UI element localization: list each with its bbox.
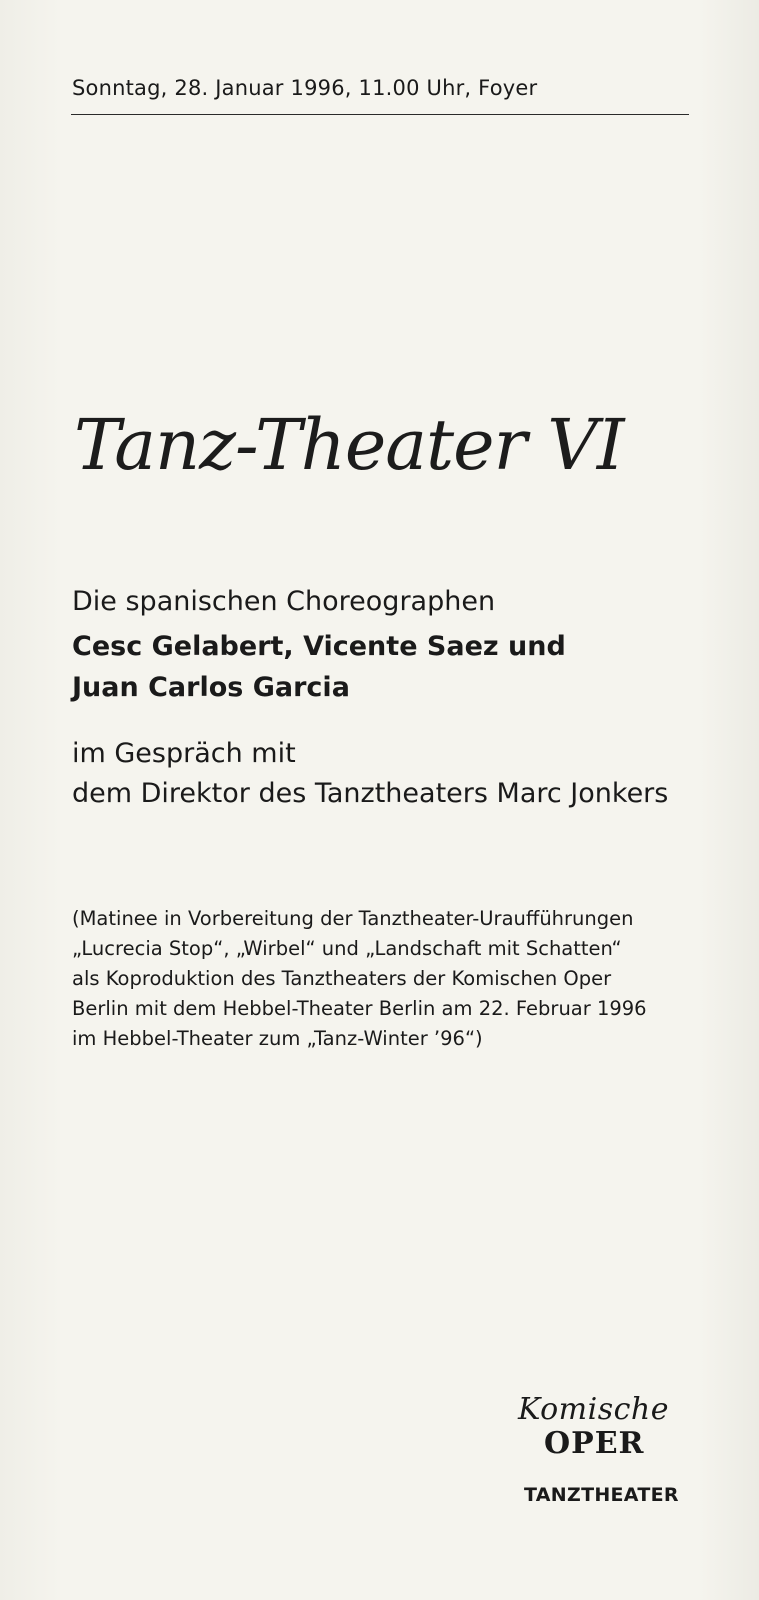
date-line: Sonntag, 28. Januar 1996, 11.00 Uhr, Foyer	[72, 76, 538, 100]
names-line-1: Cesc Gelabert, Vicente Saez und	[72, 631, 566, 662]
note-line-4: Berlin mit dem Hebbel-Theater Berlin am 22. Februar 1996	[72, 997, 647, 1020]
note-line-3: als Koproduktion des Tanztheaters der Komischen Oper	[72, 967, 612, 990]
matinee-note	[72, 904, 647, 1054]
komische-oper-logo	[508, 1392, 708, 1472]
choreographer-names	[72, 626, 566, 708]
page-title: Tanz-Theater VI	[74, 404, 624, 486]
logo-oper-text: OPER	[544, 1426, 645, 1461]
talk-line-1: im Gespräch mit	[72, 738, 296, 769]
conversation-text	[72, 734, 668, 814]
note-line-1: (Matinee in Vorbereitung der Tanztheater-Uraufführungen	[72, 907, 634, 930]
header-rule	[71, 114, 689, 115]
names-line-2: Juan Carlos Garcia	[72, 672, 350, 703]
talk-line-2: dem Direktor des Tanztheaters Marc Jonkers	[72, 778, 669, 809]
intro-text: Die spanischen Choreographen	[72, 586, 496, 617]
logo-script-text: Komische	[518, 1392, 669, 1427]
logo-subtitle: TANZTHEATER	[524, 1484, 679, 1506]
note-line-2: „Lucrecia Stop“, „Wirbel“ und „Landschaft mit Schatten“	[72, 937, 622, 960]
note-line-5: im Hebbel-Theater zum „Tanz-Winter ’96“)	[72, 1027, 483, 1050]
